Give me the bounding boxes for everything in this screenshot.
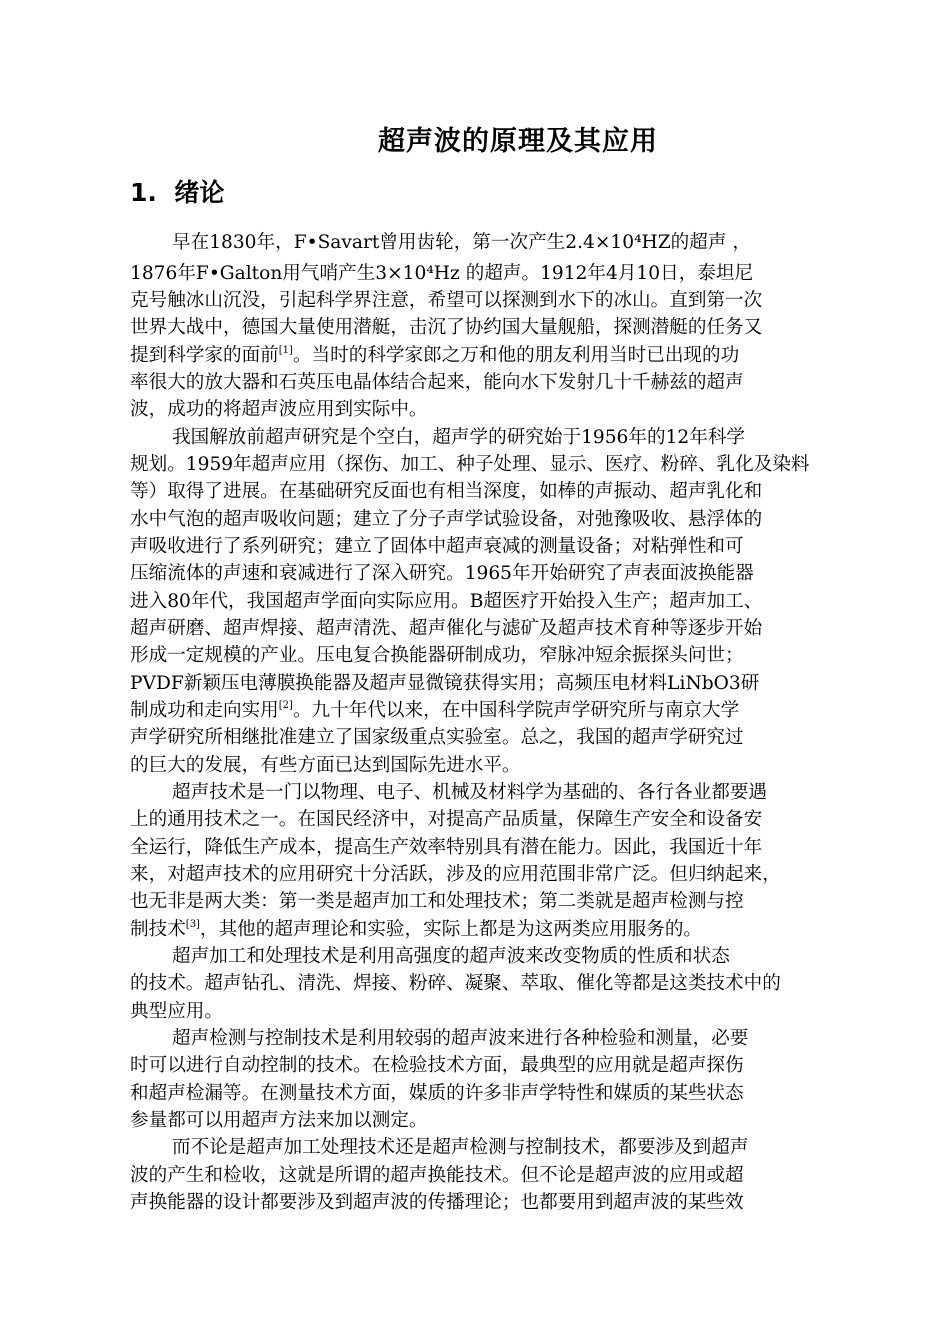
citation-marker: [2]	[278, 700, 293, 711]
text-line: 进入80年代，我国超声学面向实际应用。B超医疗开始投入生产；超声加工、	[130, 591, 763, 612]
citation-marker: [3]	[185, 919, 200, 930]
text-line: 典型应用。	[130, 1001, 223, 1022]
section-heading	[130, 175, 224, 211]
text-line: 波，成功的将超声波应用到实际中。	[130, 399, 428, 420]
text-line: 而不论是超声加工处理技术还是超声检测与控制技术，都要涉及到超声	[172, 1137, 749, 1158]
text-line: 时可以进行自动控制的技术。在检验技术方面，最典型的应用就是超声探伤	[130, 1055, 744, 1076]
text-line: 率很大的放大器和石英压电晶体结合起来，能向水下发射几十千赫兹的超声	[130, 372, 744, 393]
text-line: 波的产生和检收，这就是所谓的超声换能技术。但不论是超声波的应用或超	[130, 1165, 744, 1186]
text-line: 我国解放前超声研究是个空白，超声学的研究始于1956年的12年科学	[172, 427, 746, 448]
text-line: 1876年F•Galton用气哨产生3×10⁴Hz 的超声。1912年4月10日，泰坦尼	[130, 263, 754, 284]
text-line: 和超声检漏等。在测量技术方面，媒质的许多非声学特性和媒质的某些状态	[130, 1083, 744, 1104]
text-line: 压缩流体的声速和衰减进行了深入研究。1965年开始研究了声表面波换能器	[130, 563, 754, 584]
text-line: 参量都可以用超声方法来加以测定。	[130, 1110, 428, 1131]
citation-marker: [1]	[278, 345, 293, 356]
text-line: 超声检测与控制技术是利用较弱的超声波来进行各种检验和测量，必要	[172, 1028, 749, 1049]
text-line: 也无非是两大类：第一类是超声加工和处理技术；第二类就是超声检测与控	[130, 891, 744, 912]
text-line: 的巨大的发展，有些方面已达到国际先进水平。	[130, 755, 521, 776]
text-line: 克号触冰山沉没，引起科学界注意，希望可以探测到水下的冰山。直到第一次	[130, 290, 763, 311]
document-title: 超声波的原理及其应用	[378, 126, 658, 157]
section-title: 绪论	[174, 178, 225, 207]
text-line: 声换能器的设计都要涉及到超声波的传播理论；也都要用到超声波的某些效	[130, 1192, 744, 1213]
text-line: 世界大战中，德国大量使用潜艇，击沉了协约国大量舰船，探测潜艇的任务又	[130, 317, 763, 338]
text-line: 形成一定规模的产业。压电复合换能器研制成功，窄脉冲短余振探头问世；	[130, 645, 744, 666]
text-line: 制技术[3]，其他的超声理论和实验，实际上都是为这两类应用服务的。	[130, 919, 703, 940]
text-line: 来，对超声技术的应用研究十分活跃，涉及的应用范围非常广泛。但归纳起来，	[130, 864, 781, 885]
text-line: 规划。1959年超声应用（探伤、加工、种子处理、显示、医疗、粉碎、乳化及染料	[130, 454, 810, 475]
text-line: 声学研究所相继批准建立了国家级重点实验室。总之，我国的超声学研究过	[130, 727, 744, 748]
text-line: 早在1830年，F•Savart曾用齿轮，第一次产生2.4×10⁴HZ的超声 ，	[172, 232, 751, 253]
text-line: 超声研磨、超声焊接、超声清洗、超声催化与滤矿及超声技术育种等逐步开始	[130, 618, 763, 639]
text-line: PVDF新颖压电薄膜换能器及超声显微镜获得实用；高频压电材料LiNbO3研	[130, 673, 760, 694]
text-line: 水中气泡的超声吸收问题；建立了分子声学试验设备，对弛豫吸收、悬浮体的	[130, 509, 763, 530]
text-line: 全运行，降低生产成本，提高生产效率特别具有潜在能力。因此，我国近十年	[130, 837, 763, 858]
text-line: 上的通用技术之一。在国民经济中，对提高产品质量，保障生产安全和设备安	[130, 809, 763, 830]
text-line: 超声技术是一门以物理、电子、机械及材料学为基础的、各行各业都要遇	[172, 782, 768, 803]
section-number: 1.	[130, 178, 157, 207]
text-line: 提到科学家的面前[1]。当时的科学家郎之万和他的朋友利用当时已出现的功	[130, 345, 740, 366]
text-line: 制成功和走向实用[2]。九十年代以来，在中国科学院声学研究所与南京大学	[130, 700, 740, 721]
text-line: 声吸收进行了系列研究；建立了固体中超声衰减的测量设备；对粘弹性和可	[130, 536, 744, 557]
text-line: 超声加工和处理技术是利用高强度的超声波来改变物质的性质和状态	[172, 946, 730, 967]
text-line: 的技术。超声钻孔、清洗、焊接、粉碎、凝聚、萃取、催化等都是这类技术中的	[130, 973, 781, 994]
text-line: 等）取得了进展。在基础研究反面也有相当深度，如棒的声振动、超声乳化和	[130, 481, 763, 502]
